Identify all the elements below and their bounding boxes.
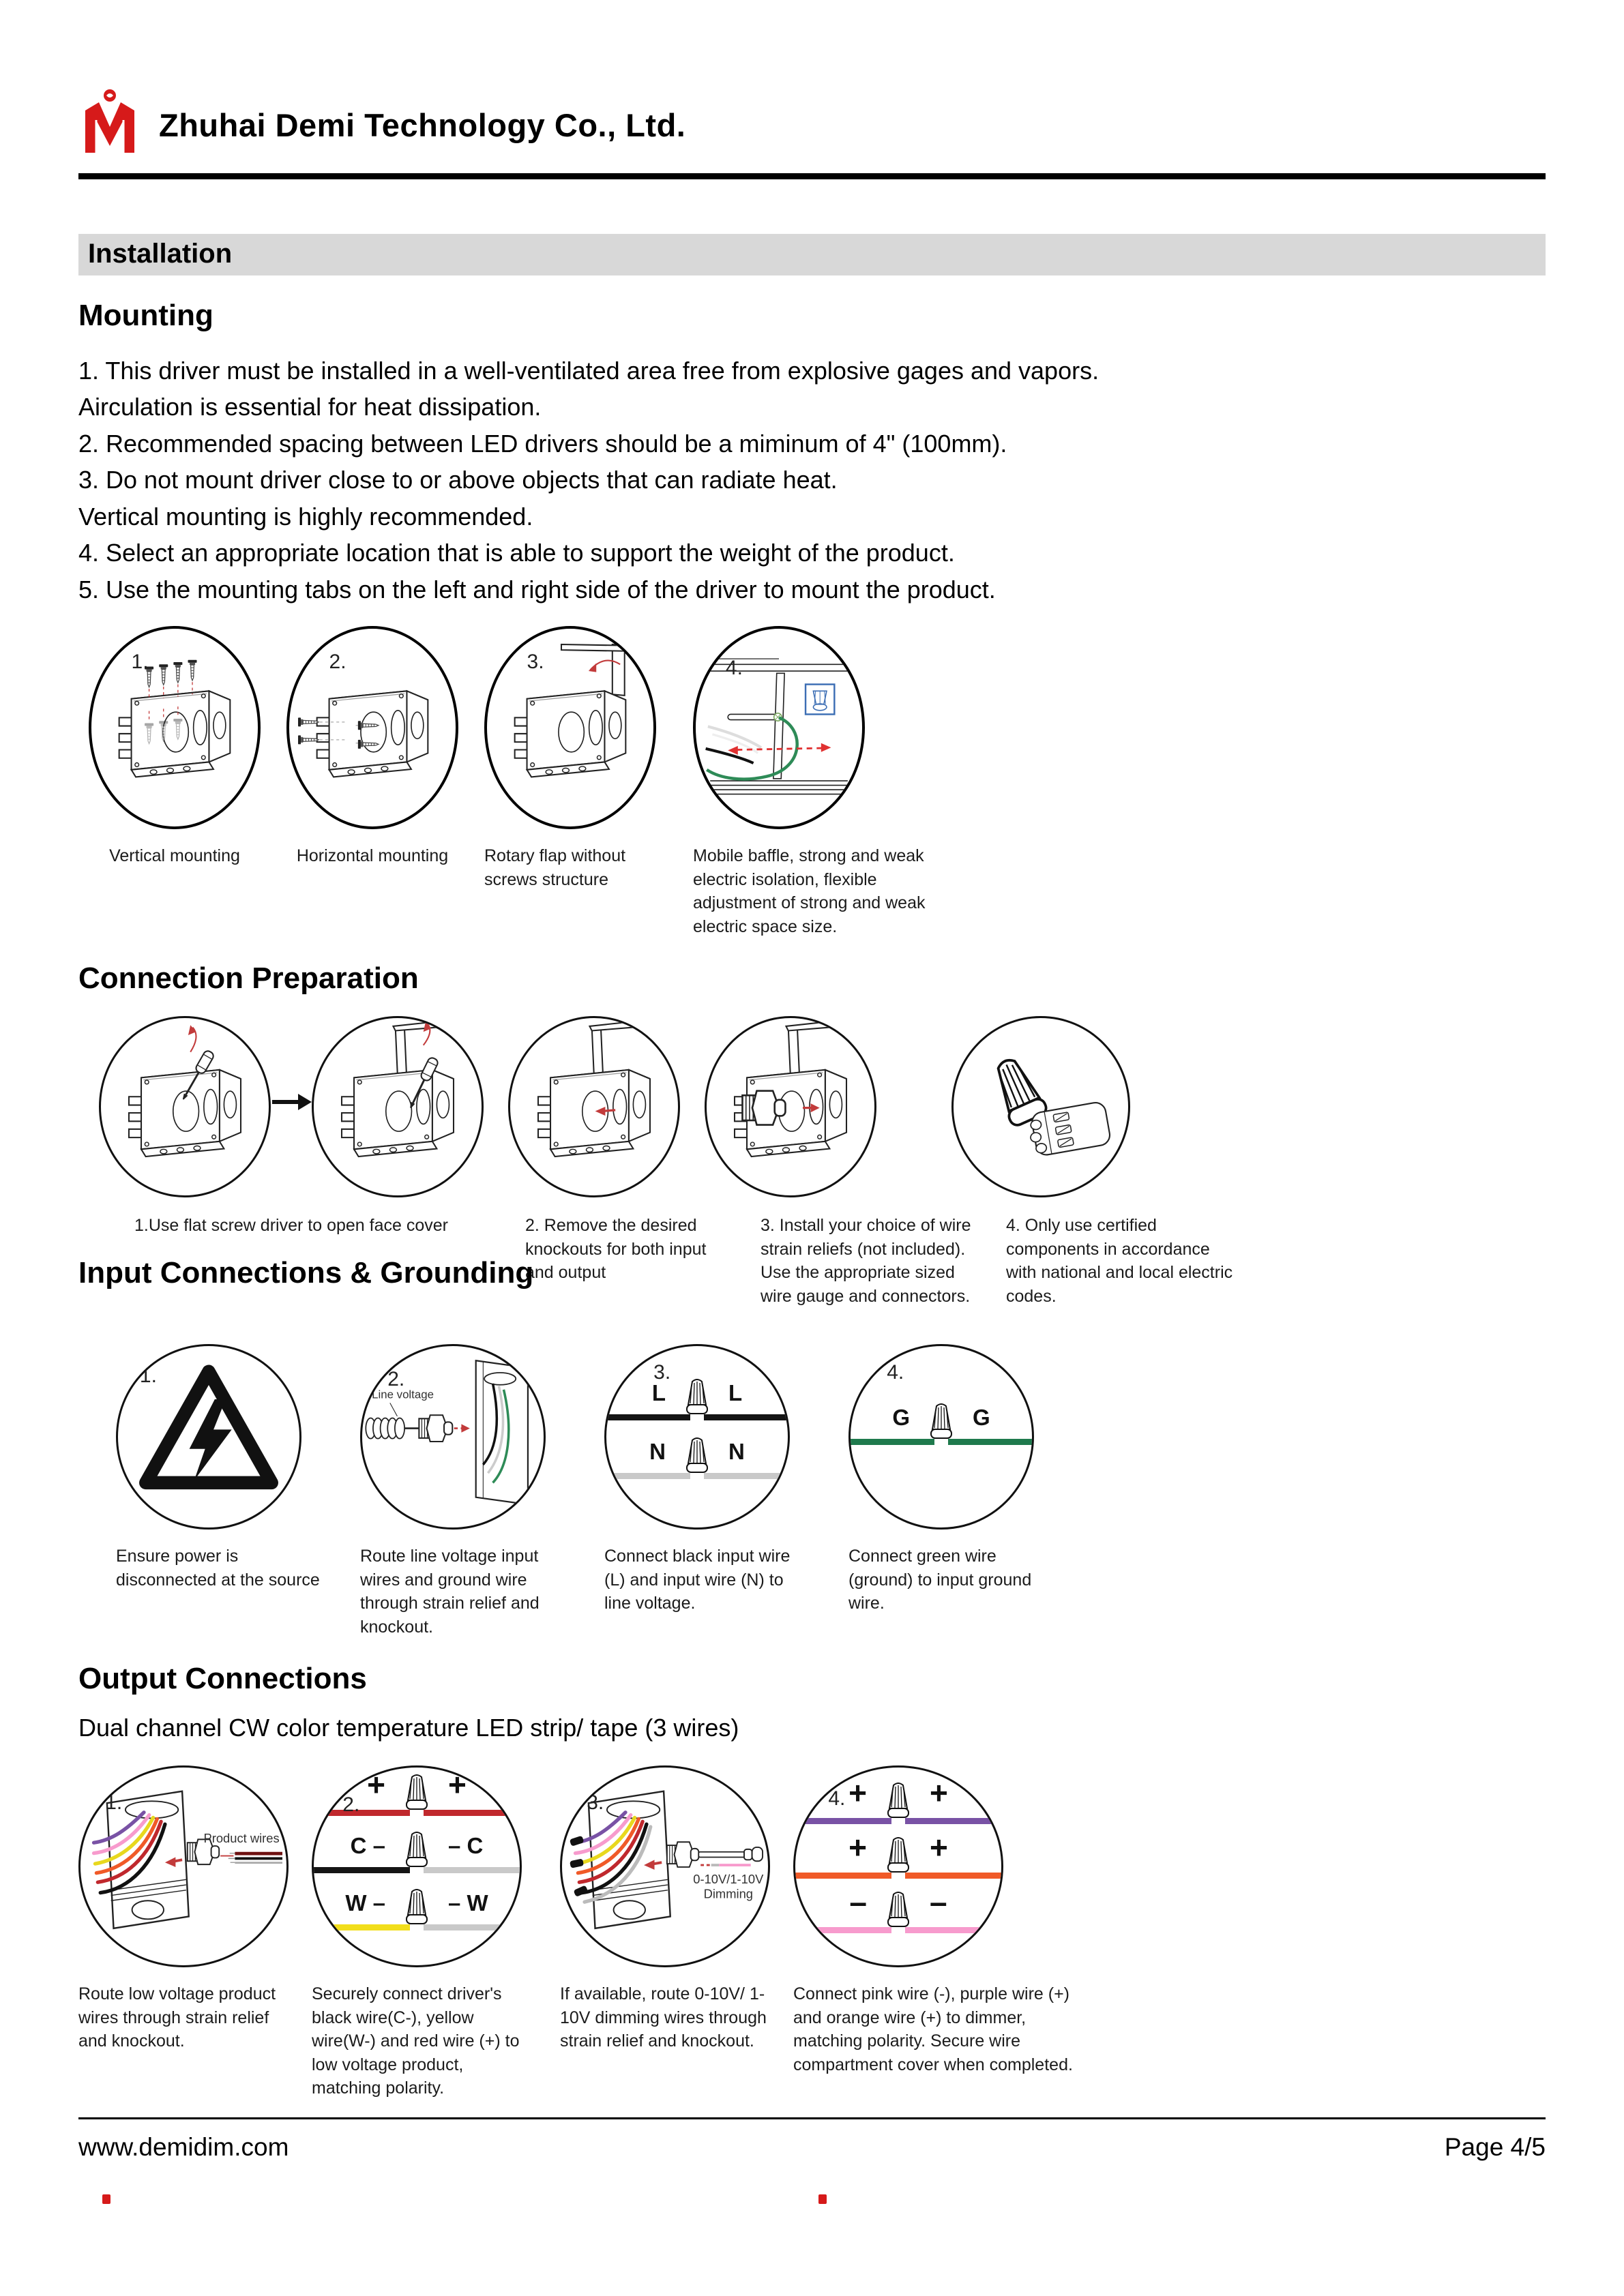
output-step-4	[793, 1765, 1097, 2076]
cover-opened-illustration	[314, 1018, 482, 1195]
step-caption: Connect black input wire (L) and input wire (N) to line voltage.	[604, 1547, 791, 1613]
connection-preparation-row	[99, 1016, 1546, 1197]
diagram-circle	[604, 1344, 790, 1530]
polarity-label: +	[448, 1767, 467, 1803]
step-caption: 1.Use flat screw driver to open face cover	[134, 1216, 448, 1236]
step-caption: Mobile baffle, strong and weak electric isolation, flexible adjustment of strong and weak electric space size.	[693, 846, 926, 936]
step-caption: Rotary flap without screws structure	[484, 846, 626, 889]
polarity-label: –	[930, 1884, 947, 1920]
diagram-circle	[312, 1765, 522, 1967]
step-caption: Ensure power is disconnected at the source	[116, 1547, 320, 1590]
header-rule	[78, 173, 1546, 179]
step-caption: Route line voltage input wires and ground wire through strain relief and knockout.	[360, 1547, 540, 1637]
diagram-circle	[78, 1765, 289, 1967]
pink-wire	[905, 1927, 1001, 1933]
step-caption: 2. Remove the desired knockouts for both input and output	[525, 1216, 707, 1283]
mounting-step-4	[693, 626, 928, 938]
gray-wire	[424, 1924, 520, 1930]
company-name: Zhuhai Demi Technology Co., Ltd.	[159, 106, 686, 143]
instruction-line: 2. Recommended spacing between LED drivers should be a miminum of 4" (100mm).	[78, 429, 1007, 458]
orange-wire	[795, 1873, 891, 1879]
step-caption: Connect pink wire (-), purple wire (+) and orange wire (+) to dimmer, matching polarity. Secure wire compartment cover when completed.	[793, 1984, 1073, 2074]
mobile-baffle-illustration	[696, 629, 862, 826]
output-step-2	[312, 1765, 537, 2100]
output-step-3	[560, 1765, 770, 2053]
prep-captions	[78, 1214, 1546, 1333]
diagram-circle	[705, 1016, 876, 1197]
diagram-circle	[793, 1765, 1003, 1967]
input-step-3	[604, 1344, 809, 1615]
diagram-circle	[951, 1016, 1130, 1197]
diagram-circle	[508, 1016, 680, 1197]
step-number: 3.	[587, 1791, 604, 1815]
svg-text:Product wires: Product wires	[203, 1831, 280, 1846]
wire-label: C –	[350, 1833, 385, 1859]
diagram-circle	[560, 1765, 770, 1967]
wire-label: – W	[448, 1890, 488, 1916]
wire-label: G	[973, 1405, 990, 1431]
wire-label: – C	[448, 1833, 484, 1859]
yellow-wire	[314, 1924, 410, 1930]
step-number: 1.	[105, 1791, 123, 1815]
svg-text:0-10V/1-10V: 0-10V/1-10V	[693, 1872, 764, 1887]
prep-step-2	[508, 1016, 680, 1197]
vertical-mounting-illustration	[91, 629, 258, 826]
remove-knockouts-illustration	[510, 1018, 678, 1195]
wire-nut-icon	[681, 1376, 713, 1417]
wire-label: L	[651, 1380, 666, 1406]
diagram-circle	[312, 1016, 484, 1197]
diagram-circle	[848, 1344, 1034, 1530]
diagram-circle	[484, 626, 656, 829]
wire-label: W –	[345, 1890, 385, 1916]
step-number: 4.	[887, 1360, 904, 1384]
diagram-circle	[693, 626, 865, 829]
section-mounting: Mounting	[78, 299, 213, 332]
section-input-connections: Input Connections & Grounding	[78, 1256, 534, 1290]
instruction-line: 3. Do not mount driver close to or above objects that can radiate heat.	[78, 466, 838, 494]
instruction-line: Airculation is essential for heat dissipation.	[78, 393, 542, 421]
red-wire	[424, 1810, 520, 1816]
step-caption: 4. Only use certified components in accordance with national and local electric codes.	[1006, 1216, 1233, 1306]
wire-label: L	[728, 1380, 743, 1406]
prep-step-4	[951, 1016, 1130, 1197]
wire-nut-icon	[401, 1829, 432, 1870]
svg-text:Dimming: Dimming	[703, 1886, 754, 1901]
step-number: 1.	[131, 651, 149, 674]
header	[78, 0, 1546, 162]
red-wire	[314, 1810, 410, 1816]
step-number: 1.	[139, 1364, 157, 1387]
install-strain-relief-illustration	[707, 1018, 874, 1195]
input-step-2	[360, 1344, 565, 1639]
step-caption: Connect green wire (ground) to input ground wire.	[848, 1547, 1032, 1613]
polarity-label: +	[367, 1767, 385, 1803]
black-wire	[314, 1867, 410, 1873]
prep-step-3	[705, 1016, 876, 1197]
mounting-step-1	[89, 626, 261, 868]
wire-nut-icon	[926, 1401, 957, 1442]
wire-nut-icon	[401, 1772, 432, 1813]
step-number: 2.	[387, 1368, 405, 1391]
footer-logo-mark	[818, 2194, 827, 2204]
input-step-4	[848, 1344, 1053, 1615]
company-logo-icon	[78, 87, 141, 162]
polarity-label: +	[848, 1775, 867, 1811]
step-caption: Vertical mounting	[109, 846, 240, 866]
step-number: 4.	[828, 1787, 846, 1810]
gray-wire	[424, 1867, 520, 1873]
diagram-circle	[286, 626, 458, 829]
certified-components-illustration	[954, 1018, 1128, 1195]
mounting-step-2	[286, 626, 458, 868]
polarity-label: +	[930, 1830, 948, 1866]
footer-website: www.demidim.com	[78, 2133, 289, 2161]
input-connections-row	[116, 1344, 1546, 1639]
svg-text:Line voltage: Line voltage	[372, 1388, 434, 1401]
purple-wire	[795, 1818, 891, 1824]
footer-logo-mark	[102, 2194, 110, 2204]
step-number: 2.	[342, 1793, 360, 1816]
orange-wire	[905, 1873, 1001, 1879]
instruction-line: Vertical mounting is highly recommended.	[78, 502, 533, 531]
prep-step-1a	[99, 1016, 271, 1197]
footer-page-number: Page 4/5	[1444, 2133, 1546, 2161]
diagram-circle	[360, 1344, 546, 1530]
wire-nut-icon	[883, 1834, 914, 1875]
wire-nut-icon	[401, 1886, 432, 1927]
instruction-line: 1. This driver must be installed in a well-ventilated area free from explosive gages and vapors.	[78, 357, 1099, 385]
neutral-wire	[606, 1473, 690, 1479]
wire-nut-icon	[681, 1435, 713, 1476]
step-caption: Horizontal mounting	[296, 846, 449, 866]
wire-label: N	[649, 1439, 666, 1465]
diagram-circle	[89, 626, 261, 829]
horizontal-mounting-illustration	[289, 629, 456, 826]
arrow-right-icon	[271, 1087, 312, 1120]
step-number: 2.	[329, 651, 346, 674]
output-connections-row	[78, 1765, 1546, 2100]
diagram-circle	[116, 1344, 301, 1530]
mounting-step-3	[484, 626, 667, 891]
diagram-circle	[99, 1016, 271, 1197]
section-installation: Installation	[78, 234, 1546, 275]
wire-label: G	[892, 1405, 910, 1431]
polarity-label: +	[848, 1830, 867, 1866]
section-output-connections: Output Connections	[78, 1662, 367, 1696]
black-wire	[704, 1414, 788, 1420]
instruction-line: 4. Select an appropriate location that is able to support the weight of the product.	[78, 539, 955, 567]
step-caption: Route low voltage product wires through strain relief and knockout.	[78, 1984, 276, 2051]
pink-wire	[795, 1927, 891, 1933]
ground-wire	[948, 1439, 1032, 1445]
prep-step-1b	[312, 1016, 484, 1197]
ground-wire	[851, 1439, 934, 1445]
step-caption: If available, route 0-10V/ 1-10V dimming wires through strain relief and knockout.	[560, 1984, 767, 2051]
black-wire	[606, 1414, 690, 1420]
mounting-instructions	[78, 353, 1546, 607]
output-subtitle: Dual channel CW color temperature LED strip/ tape (3 wires)	[78, 1714, 739, 1742]
polarity-label: –	[849, 1884, 867, 1920]
step-caption: Securely connect driver's black wire(C-), yellow wire(W-) and red wire (+) to low voltage product, matching polarity.	[312, 1984, 520, 2098]
step-number: 4.	[725, 656, 743, 679]
polarity-label: +	[930, 1775, 948, 1811]
input-step-1	[116, 1344, 321, 1592]
footer	[78, 2117, 1546, 2162]
output-step-1	[78, 1765, 289, 2053]
step-number: 3.	[653, 1360, 671, 1384]
step-caption: 3. Install your choice of wire strain reliefs (not included). Use the appropriate sized wire gauge and connectors.	[761, 1216, 971, 1306]
section-connection-preparation: Connection Preparation	[78, 961, 419, 996]
neutral-wire	[704, 1473, 788, 1479]
mounting-diagram-row	[89, 626, 1546, 938]
purple-wire	[905, 1818, 1001, 1824]
step-number: 3.	[527, 651, 544, 674]
wire-nut-icon	[883, 1889, 914, 1930]
rotary-flap-illustration	[487, 629, 653, 826]
open-cover-screwdriver-illustration	[101, 1018, 269, 1195]
instruction-line: 5. Use the mounting tabs on the left and right side of the driver to mount the product.	[78, 575, 996, 603]
wire-nut-icon	[883, 1780, 914, 1821]
wire-label: N	[728, 1439, 745, 1465]
